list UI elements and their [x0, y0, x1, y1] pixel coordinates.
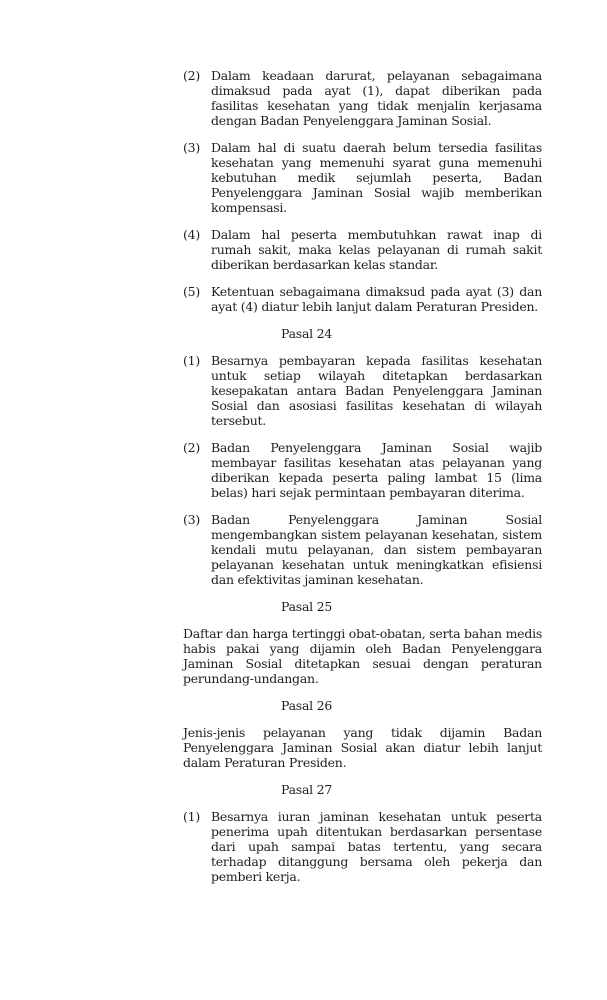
section-heading: Pasal 27	[281, 782, 333, 797]
item-text: Ketentuan sebagaimana dimaksud pada ayat (3) dan ayat (4) diatur lebih lanjut dalam Peraturan Presiden.	[211, 284, 542, 314]
document-content	[183, 68, 542, 896]
paragraph: Jenis-jenis pelayanan yang tidak dijamin Badan Penyelenggara Jaminan Sosial akan diatur lebih lanjut dalam Peraturan Presiden.	[183, 725, 542, 770]
numbered-item	[183, 227, 542, 272]
numbered-item	[183, 512, 542, 587]
item-text: Badan Penyelenggara Jaminan Sosial wajib membayar fasilitas kesehatan atas pelayanan yang diberikan kepada peserta paling lambat 15 (lima belas) hari sejak permintaan pembayaran diterima.	[211, 440, 542, 500]
numbered-item	[183, 140, 542, 215]
item-number: (3)	[183, 140, 200, 155]
item-text: Dalam hal di suatu daerah belum tersedia fasilitas kesehatan yang memenuhi syarat guna memenuhi kebutuhan medik sejumlah peserta, Badan Penyelenggara Jaminan Sosial wajib memberikan kompensasi.	[211, 140, 542, 215]
section-heading: Pasal 26	[281, 698, 333, 713]
section-heading: Pasal 25	[281, 599, 333, 614]
item-text: Dalam hal peserta membutuhkan rawat inap di rumah sakit, maka kelas pelayanan di rumah sakit diberikan berdasarkan kelas standar.	[211, 227, 542, 272]
numbered-item	[183, 353, 542, 428]
numbered-item	[183, 809, 542, 884]
item-text: Besarnya iuran jaminan kesehatan untuk peserta penerima upah ditentukan berdasarkan persentase dari upah sampai batas tertentu, yang secara terhadap ditanggung bersama oleh pekerja dan pemberi kerja.	[211, 809, 542, 884]
item-text: Besarnya pembayaran kepada fasilitas kesehatan untuk setiap wilayah ditetapkan berdasarkan kesepakatan antara Badan Penyelenggara Jaminan Sosial dan asosiasi fasilitas kesehatan di wilayah tersebut.	[211, 353, 542, 428]
item-number: (5)	[183, 284, 200, 299]
item-number: (1)	[183, 353, 200, 368]
section-heading: Pasal 24	[281, 326, 333, 341]
item-text: Badan Penyelenggara Jaminan Sosial mengembangkan sistem pelayanan kesehatan, sistem kendali mutu pelayanan, dan sistem pembayaran pelayanan kesehatan untuk meningkatkan efisiensi dan efektivitas jaminan kesehatan.	[211, 512, 542, 587]
item-number: (1)	[183, 809, 200, 824]
item-number: (4)	[183, 227, 200, 242]
item-number: (2)	[183, 68, 200, 83]
item-number: (3)	[183, 512, 200, 527]
item-text: Dalam keadaan darurat, pelayanan sebagaimana dimaksud pada ayat (1), dapat diberikan pada fasilitas kesehatan yang tidak menjalin kerjasama dengan Badan Penyelenggara Jaminan Sosial.	[211, 68, 542, 128]
item-number: (2)	[183, 440, 200, 455]
paragraph: Daftar dan harga tertinggi obat-obatan, serta bahan medis habis pakai yang dijamin oleh Badan Penyelenggara Jaminan Sosial ditetapkan sesuai dengan peraturan perundang-undangan.	[183, 626, 542, 686]
numbered-item	[183, 440, 542, 500]
numbered-item	[183, 284, 542, 314]
numbered-item	[183, 68, 542, 128]
